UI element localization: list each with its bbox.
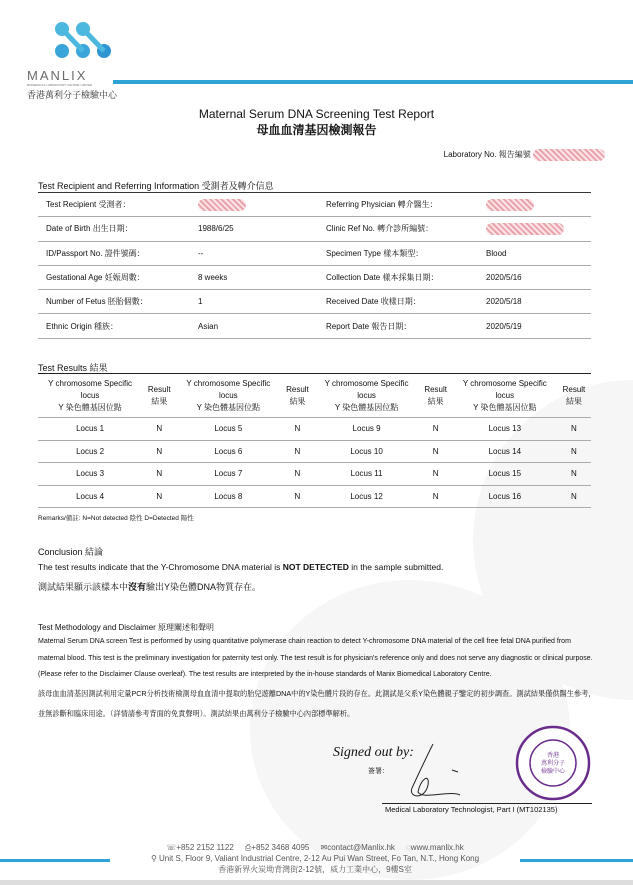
info-r-label: Received Date 收樣日期： <box>318 290 478 314</box>
logo-subtitle: BIOMEDICAL LABORATORY CENTRE LIMITED <box>27 83 93 87</box>
technologist-title: Medical Laboratory Technologist, Part I (MT102135) <box>385 805 558 814</box>
locus-name: Locus 16 <box>453 485 557 508</box>
redacted-lab-no <box>533 149 605 161</box>
footer-email[interactable]: contact@Manlix.hk <box>327 843 395 852</box>
info-l-value: -- <box>190 241 318 265</box>
lab-no-label: Laboratory No. 報告編號 <box>443 150 531 160</box>
result-row <box>38 440 591 463</box>
result-value: N <box>142 485 176 508</box>
svg-text:香港: 香港 <box>546 753 560 759</box>
info-heading: Test Recipient and Referring Information 受測者及轉介信息 <box>38 181 274 191</box>
col-header-text: 結果 <box>289 396 306 406</box>
col-header-result <box>419 374 453 418</box>
manlix-logo <box>27 20 137 101</box>
result-value: N <box>142 463 176 486</box>
info-l-label: Test Recipient 受測者： <box>38 193 190 217</box>
locus-name: Locus 12 <box>314 485 418 508</box>
info-r-label: Collection Date 樣本採集日期： <box>318 265 478 289</box>
footer-fax: +852 3468 4095 <box>251 843 310 852</box>
col-header-result <box>142 374 176 418</box>
footer-website[interactable]: www.manlix.hk <box>410 843 464 852</box>
col-header-text: 結果 <box>565 396 582 406</box>
col-header-text: Y 染色體基因位點 <box>196 402 261 412</box>
info-l-label: Ethnic Origin 種族： <box>38 314 190 338</box>
phone-icon: ☏ <box>166 843 177 852</box>
info-l-value <box>190 193 318 217</box>
redacted-field <box>198 199 246 211</box>
locus-name: Locus 14 <box>453 440 557 463</box>
company-stamp <box>514 724 592 802</box>
locus-name: Locus 6 <box>176 440 280 463</box>
col-header-locus <box>38 374 142 418</box>
footer-rule-left <box>0 859 110 862</box>
locus-name: Locus 4 <box>38 485 142 508</box>
signature-line <box>382 803 592 804</box>
result-value: N <box>557 440 591 463</box>
locus-name: Locus 11 <box>314 463 418 486</box>
locus-name: Locus 1 <box>38 418 142 441</box>
col-header-text: locus <box>495 390 515 400</box>
info-row <box>38 314 591 338</box>
info-l-label: Date of Birth 出生日期： <box>38 217 190 241</box>
info-l-value: 1988/6/25 <box>190 217 318 241</box>
result-value: N <box>280 485 314 508</box>
sign-label-zh: 簽署： <box>368 768 389 775</box>
col-header-text: Y 染色體基因位點 <box>334 402 399 412</box>
conclusion-heading: Conclusion 結論 <box>38 547 104 557</box>
col-header-text: Result <box>424 384 448 394</box>
result-row <box>38 418 591 441</box>
col-header-text: locus <box>80 390 100 400</box>
svg-text:萬利分子: 萬利分子 <box>540 761 566 767</box>
locus-name: Locus 9 <box>314 418 418 441</box>
col-header-text: locus <box>357 390 376 400</box>
result-row <box>38 463 591 486</box>
col-header-text: Result <box>286 384 309 394</box>
title-zh: 母血血清基因檢測報告 <box>256 123 377 137</box>
methodology-en: Maternal Serum DNA screen Test is performed by using quantitative polymerase chain reaction to detect Y-chromosome DNA material of the cell free fetal DNA purified from maternal blood. This test is the preliminary investigation for paternity test only. The test result is for physician's reference only and does not serve any diagnostic or clinical purpose. (Please refer to the Disclaimer Clause overleaf). The test results are interpreted by the in-house standards of Manix Biomedical Laboratory Centre. <box>38 638 593 678</box>
locus-name: Locus 2 <box>38 440 142 463</box>
handwritten-signature <box>400 740 490 800</box>
logo-name-zh: 香港萬利分子檢驗中心 <box>27 90 118 100</box>
page-bottom-edge <box>0 880 633 885</box>
result-row <box>38 485 591 508</box>
result-value: N <box>280 440 314 463</box>
info-r-label: Clinic Ref No. 轉介診所編號： <box>318 217 478 241</box>
info-row <box>38 193 591 217</box>
result-value: N <box>557 463 591 486</box>
info-r-value: 2020/5/19 <box>478 314 591 338</box>
result-value: N <box>142 418 176 441</box>
location-pin-icon: ⚲ <box>150 854 157 863</box>
result-value: N <box>419 463 453 486</box>
redacted-field <box>486 199 534 211</box>
conclusion-zh-bold: 沒有 <box>128 582 147 592</box>
col-header-locus <box>314 374 418 418</box>
conclusion-en-text: in the sample submitted. <box>348 562 444 572</box>
col-header-text: Y chromosome Specific <box>186 378 271 388</box>
globe-icon: ◌ <box>406 843 411 852</box>
conclusion-en-bold: NOT DETECTED <box>282 562 349 572</box>
locus-name: Locus 10 <box>314 440 418 463</box>
col-header-text: locus <box>218 390 238 400</box>
title-en: Maternal Serum DNA Screening Test Report <box>198 107 435 121</box>
result-value: N <box>280 463 314 486</box>
locus-name: Locus 3 <box>38 463 142 486</box>
locus-name: Locus 5 <box>176 418 280 441</box>
info-row <box>38 241 591 265</box>
footer-rule-right <box>520 859 633 862</box>
col-header-result <box>557 374 591 418</box>
col-header-locus <box>176 374 280 418</box>
test-results-table <box>38 373 591 508</box>
locus-name: Locus 13 <box>453 418 557 441</box>
svg-text:檢驗中心: 檢驗中心 <box>540 769 566 775</box>
logo-molecule-icon <box>49 20 119 66</box>
info-row <box>38 290 591 314</box>
info-r-value: 2020/5/18 <box>478 290 591 314</box>
info-r-value: Blood <box>478 241 591 265</box>
result-value: N <box>419 485 453 508</box>
locus-name: Locus 7 <box>176 463 280 486</box>
info-l-value: 8 weeks <box>190 265 318 289</box>
recipient-info-table <box>38 192 591 339</box>
col-header-text: Y 染色體基因位點 <box>58 402 122 412</box>
result-value: N <box>280 418 314 441</box>
remarks: Remarks/備註: N=Not detected 陰性 D=Detected 陽性 <box>38 515 194 522</box>
col-header-text: 結果 <box>427 396 444 406</box>
result-value: N <box>557 485 591 508</box>
info-r-label: Referring Physician 轉介醫生： <box>318 193 478 217</box>
col-header-text: Y 染色體基因位點 <box>473 402 537 412</box>
col-header-text: Y chromosome Specific <box>48 378 133 388</box>
conclusion-zh <box>38 580 261 593</box>
result-value: N <box>419 440 453 463</box>
result-value: N <box>419 418 453 441</box>
info-row <box>38 265 591 289</box>
logo-brand: MANLIX <box>27 68 88 83</box>
info-r-value: 2020/5/16 <box>478 265 591 289</box>
footer-address-en: Unit S, Floor 9, Valiant Industrial Centre, 2-12 Au Pui Wan Street, Fo Tan, N.T., Hong Kong <box>159 854 480 863</box>
conclusion-zh-text: 測試結果顯示該樣本中 <box>38 582 129 592</box>
col-header-text: Result <box>562 384 586 394</box>
col-header-text: Result <box>147 384 171 394</box>
info-l-value: Asian <box>190 314 318 338</box>
conclusion-zh-text: 驗出Y染色體DNA物質存在。 <box>146 582 262 592</box>
info-r-label: Specimen Type 樣本類型： <box>318 241 478 265</box>
laboratory-number <box>444 149 605 161</box>
info-r-value <box>478 217 591 241</box>
conclusion-en-text: The test results indicate that the Y-Chromosome DNA material is <box>38 562 283 572</box>
results-heading: Test Results 結果 <box>38 363 108 373</box>
footer-address-zh: 香港新界火炭坳背灣街2-12號，威力工業中心，9樓S室 <box>218 865 412 874</box>
result-value: N <box>142 440 176 463</box>
footer-phone: +852 2152 1122 <box>176 843 234 852</box>
info-r-label: Report Date 報告日期： <box>318 314 478 338</box>
methodology-zh: 該母血血清基因測試利用定量PCR分析技術檢測母血血清中提取的胎兒遊離DNA中的Y染色體片段的存在。此測試是父系Y染色體親子鑒定的初步調查。測試結果僅供醫生參考，並無診斷和臨床用途。（詳情請參考背面的免責聲明）。測試結果由萬利分子檢驗中心內部標準解析。 <box>38 688 596 718</box>
info-r-value <box>478 193 591 217</box>
header-rule <box>113 80 633 84</box>
methodology-body <box>38 634 598 724</box>
info-l-value: 1 <box>190 290 318 314</box>
info-l-label: Number of Fetus 胚胎個數： <box>38 290 190 314</box>
col-header-text: 結果 <box>151 396 168 406</box>
signed-out-by: Signed out by: <box>333 745 414 760</box>
col-header-locus <box>453 374 557 418</box>
report-title <box>0 107 633 138</box>
info-row <box>38 217 591 241</box>
info-l-label: Gestational Age 妊娠周數： <box>38 265 190 289</box>
conclusion-en <box>38 562 443 572</box>
locus-name: Locus 15 <box>453 463 557 486</box>
fax-icon: ⎙ <box>244 843 252 852</box>
info-l-label: ID/Passport No. 證件號碼： <box>38 241 190 265</box>
locus-name: Locus 8 <box>176 485 280 508</box>
col-header-text: Y chromosome Specific <box>462 378 547 388</box>
email-icon: ✉ <box>320 843 328 852</box>
result-value: N <box>557 418 591 441</box>
redacted-field <box>486 223 564 235</box>
methodology-heading: Test Methodology and Disclaimer 原理闡述和聲明 <box>38 623 215 632</box>
footer-contact <box>110 842 520 875</box>
col-header-text: Y chromosome Specific <box>324 378 409 388</box>
col-header-result <box>280 374 314 418</box>
